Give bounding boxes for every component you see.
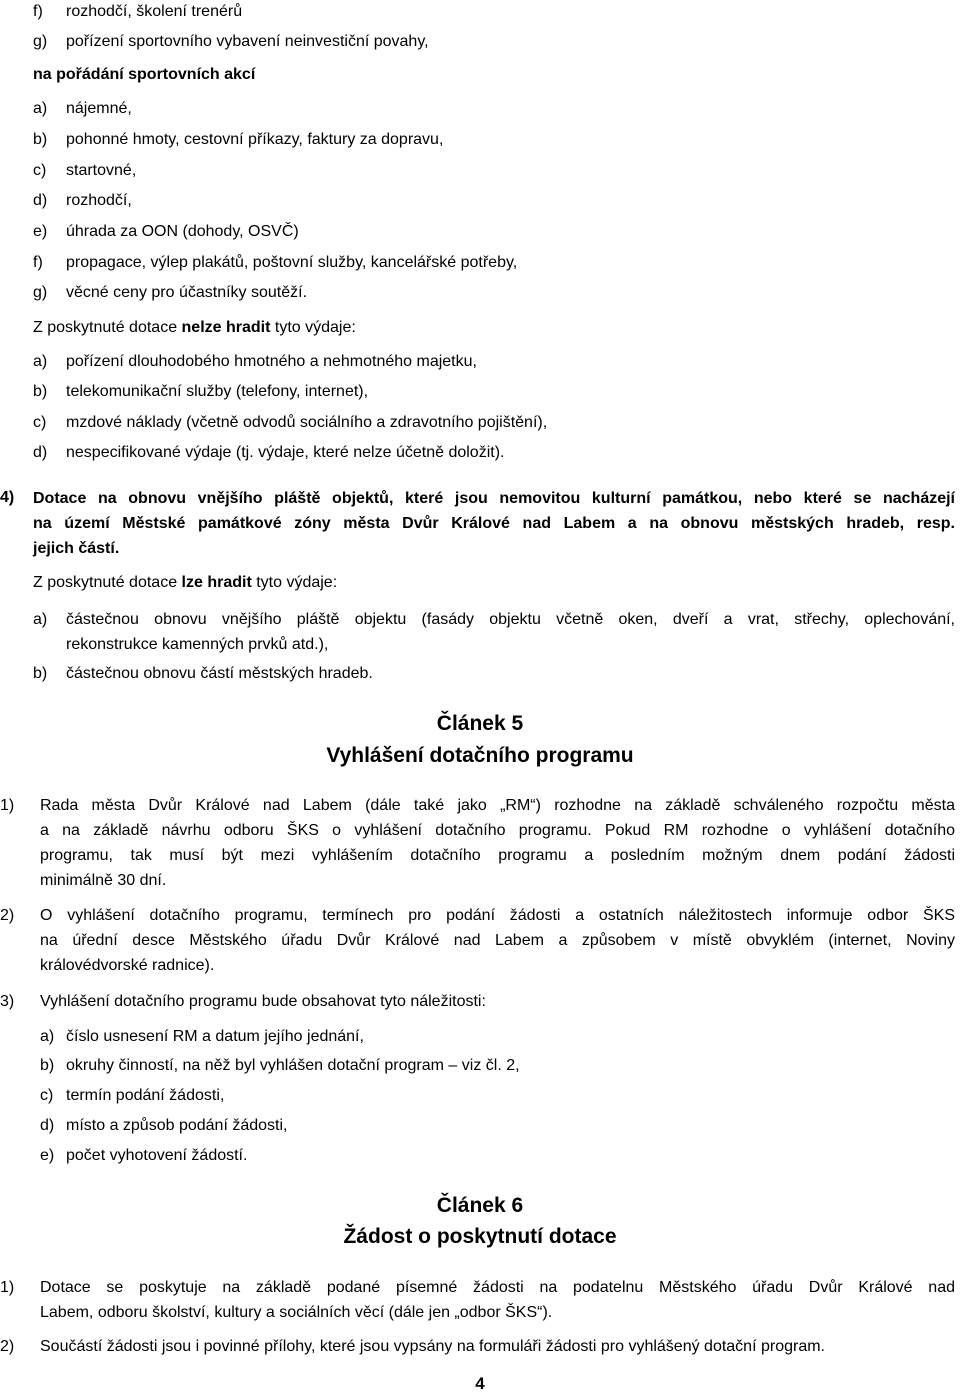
list-text: nájemné, (66, 100, 132, 117)
section-4-line: na území Městské památkové zóny města Dvůr Králové nad Labem a na obnovu městských hradeb, resp. (33, 515, 955, 532)
article-6-title: Žádost o poskytnutí dotace (343, 1225, 617, 1248)
paragraph-line: a na základě návrhu odboru ŠKS o vyhlášení dotačního programu. Pokud RM rozhodne o vyhlášení dotačního (40, 822, 955, 839)
list-marker: 2) (0, 907, 15, 924)
list-marker: c) (33, 414, 47, 431)
list-text: propagace, výlep plakátů, poštovní služby, kancelářské potřeby, (66, 254, 518, 271)
list-text: pořízení sportovního vybavení neinvestiční povahy, (66, 33, 429, 50)
section-4-heading (33, 486, 955, 561)
paragraph-line: na úřední desce Městského úřadu Dvůr Králové nad Labem a způsobem v místě obvyklém (internet, Noviny (40, 932, 955, 949)
list-text: pohonné hmoty, cestovní příkazy, faktury za dopravu, (66, 131, 444, 148)
list-marker: d) (33, 192, 48, 209)
article-6-number: Článek 6 (436, 1194, 524, 1217)
list-text: okruhy činností, na něž byl vyhlášen dotační program – viz čl. 2, (66, 1057, 520, 1074)
list-marker: a) (40, 1028, 55, 1045)
paragraph-line: královédvorské radnice). (40, 957, 215, 974)
paragraph-line: Součástí žádosti jsou i povinné přílohy, které jsou vypsány na formuláři žádosti pro vyhlášený dotační program. (40, 1338, 825, 1355)
section-4-line: jejich částí. (33, 540, 120, 557)
list-marker: f) (33, 254, 43, 271)
list-text: termín podání žádosti, (66, 1087, 225, 1104)
list-marker: a) (33, 100, 48, 117)
list-text: nespecifikované výdaje (tj. výdaje, které nelze účetně doložit). (66, 444, 505, 461)
list-text: rozhodčí, (66, 192, 132, 209)
list-text: místo a způsob podání žádosti, (66, 1117, 288, 1134)
article-5-title: Vyhlášení dotačního programu (326, 744, 634, 767)
list-text: mzdové náklady (včetně odvodů sociálního a zdravotního pojištění), (66, 414, 548, 431)
list-text: rozhodčí, školení trenérů (66, 3, 243, 20)
list-marker: f) (33, 3, 43, 20)
list-marker: g) (33, 284, 48, 301)
list-marker: 1) (0, 1279, 15, 1296)
list-text: telekomunikační služby (telefony, internet), (66, 383, 369, 400)
list-marker: b) (33, 665, 48, 682)
list-text: počet vyhotovení žádostí. (66, 1147, 248, 1164)
paragraph-line: Rada města Dvůr Králové nad Labem (dále také jako „RM“) rozhodne na základě schváleného rozpočtu města (40, 797, 955, 814)
list-text: rekonstrukce kamenných prvků atd.), (66, 636, 329, 653)
article-5-item-2 (40, 903, 955, 978)
list-text: startovné, (66, 162, 137, 179)
list-text: úhrada za OON (dohody, OSVČ) (66, 223, 299, 240)
list-marker: 1) (0, 797, 15, 814)
section-4-line: Dotace na obnovu vnějšího pláště objektů, které jsou nemovitou kulturní památkou, nebo které se nacházejí (33, 490, 955, 507)
list-marker: b) (33, 131, 48, 148)
cannot-pay-intro: Z poskytnuté dotace nelze hradit tyto výdaje: (33, 319, 356, 336)
list-marker: d) (33, 444, 48, 461)
list-marker: g) (33, 33, 48, 50)
paragraph-line: programu, tak musí být mezi vyhlášením dotačního programu a posledním možným dnem podání žádosti (40, 847, 955, 864)
list-marker: 2) (0, 1338, 15, 1355)
article-6-item-1 (40, 1275, 955, 1325)
list-marker: 3) (0, 993, 15, 1010)
paragraph-line: minimálně 30 dní. (40, 872, 167, 889)
list-marker: a) (33, 353, 48, 370)
section-4-marker: 4) (0, 489, 15, 506)
list-text: věcné ceny pro účastníky soutěží. (66, 284, 308, 301)
list-item (66, 607, 955, 657)
list-marker: d) (40, 1117, 55, 1134)
list-marker: b) (40, 1057, 55, 1074)
list-marker: b) (33, 383, 48, 400)
paragraph-line: O vyhlášení dotačního programu, termínech pro podání žádosti a ostatních náležitostech informuje odbor ŠKS (40, 907, 955, 924)
article-5-number: Článek 5 (436, 712, 524, 735)
paragraph-line: Dotace se poskytuje na základě podané písemné žádosti na podatelnu Městského úřadu Dvůr Králové nad (40, 1279, 955, 1296)
paragraph-line: Vyhlášení dotačního programu bude obsahovat tyto náležitosti: (40, 993, 486, 1010)
article-5-item-1 (40, 793, 955, 893)
paragraph-line: Labem, odboru školství, kultury a sociálních věcí (dále jen „odbor ŠKS“). (40, 1304, 553, 1321)
list-text: částečnou obnovu vnějšího pláště objektu (fasády objektu včetně oken, dveří a vrat, střechy, oplechování, (66, 611, 955, 628)
list-marker: c) (33, 162, 47, 179)
events-heading: na pořádání sportovních akcí (33, 66, 256, 83)
list-marker: c) (40, 1087, 54, 1104)
can-pay-intro: Z poskytnuté dotace lze hradit tyto výdaje: (33, 574, 338, 591)
list-marker: e) (33, 223, 48, 240)
list-marker: a) (33, 611, 48, 628)
page-number: 4 (475, 1374, 485, 1393)
list-text: pořízení dlouhodobého hmotného a nehmotného majetku, (66, 353, 477, 370)
list-text: částečnou obnovu částí městských hradeb. (66, 665, 373, 682)
list-marker: e) (40, 1147, 55, 1164)
list-text: číslo usnesení RM a datum jejího jednání, (66, 1028, 364, 1045)
